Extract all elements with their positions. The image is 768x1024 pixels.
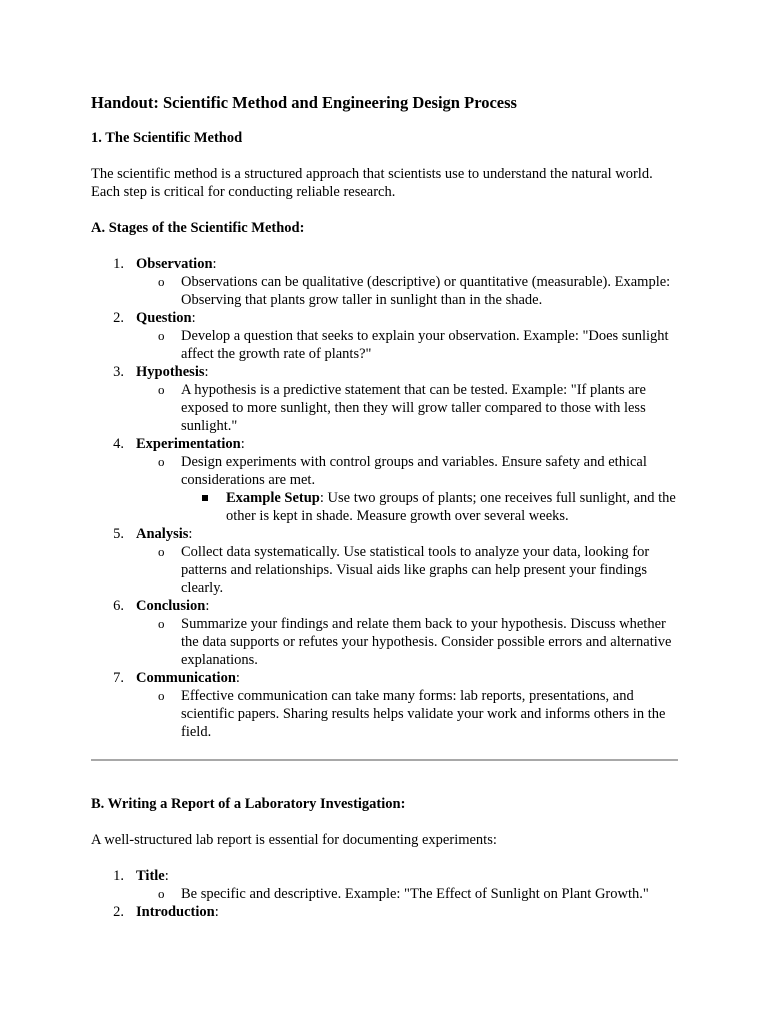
step-term: Title: [136, 868, 165, 884]
colon: :: [204, 364, 209, 380]
sub-list: [136, 687, 681, 741]
sub-item-text: Be specific and descriptive. Example: "The Effect of Sunlight on Plant Growth.": [181, 886, 649, 902]
sub-list: [136, 327, 681, 363]
circle-bullet-icon: o: [158, 274, 165, 289]
sub-list-item: [136, 687, 681, 741]
list-number: 3.: [113, 364, 124, 380]
step-term: Introduction: [136, 904, 215, 920]
colon: :: [188, 526, 193, 542]
circle-bullet-icon: o: [158, 328, 165, 343]
circle-bullet-icon: o: [158, 688, 165, 703]
list-item: [91, 525, 681, 597]
lab-report-intro: A well-structured lab report is essential for documenting experiments:: [91, 832, 497, 848]
sub-list-item: [136, 381, 681, 435]
example-setup-term: Example Setup: [226, 490, 320, 506]
sub-list-item: [136, 885, 681, 903]
circle-bullet-icon: o: [158, 616, 165, 631]
list-item: [91, 255, 681, 309]
step-term: Hypothesis: [136, 364, 205, 380]
list-number: 1.: [113, 868, 124, 884]
colon: :: [214, 904, 219, 920]
list-item: [91, 363, 681, 435]
square-bullet-icon: [202, 495, 208, 501]
sub-list: [136, 453, 681, 525]
stages-list: [91, 255, 681, 741]
stages-heading: A. Stages of the Scientific Method:: [91, 220, 305, 236]
sub-list: [136, 543, 681, 597]
handout-title: Handout: Scientific Method and Engineering Design Process: [91, 93, 517, 112]
list-item: [91, 435, 681, 525]
section-intro-paragraph: The scientific method is a structured approach that scientists use to understand the natural world. Each step is critical for conducting reliable research.: [91, 166, 653, 200]
step-term: Experimentation: [136, 436, 241, 452]
sub-item-text: Design experiments with control groups and variables. Ensure safety and ethical considerations are met.: [181, 454, 647, 488]
sub-item-text: Observations can be qualitative (descriptive) or quantitative (measurable). Example: Observing that plants grow taller in sunlight than in the shade.: [181, 274, 671, 308]
sub-list-item: [136, 327, 681, 363]
list-number: 5.: [113, 526, 124, 542]
circle-bullet-icon: o: [158, 886, 165, 901]
sub-list: [136, 615, 681, 669]
lab-report-list: [91, 867, 681, 921]
list-item: [91, 669, 681, 741]
colon: :: [164, 868, 169, 884]
sub-list: [136, 381, 681, 435]
step-term: Analysis: [136, 526, 189, 542]
sub-list-item: [136, 453, 681, 525]
step-term: Question: [136, 310, 192, 326]
list-item: [91, 309, 681, 363]
list-item: [91, 597, 681, 669]
sub-sub-list-item: [181, 489, 681, 525]
circle-bullet-icon: o: [158, 382, 165, 397]
list-number: 7.: [113, 670, 124, 686]
sub-list-item: [136, 273, 681, 309]
colon: :: [205, 598, 210, 614]
step-term: Observation: [136, 256, 213, 272]
list-number: 1.: [113, 256, 124, 272]
colon: :: [212, 256, 217, 272]
sub-item-text: A hypothesis is a predictive statement that can be tested. Example: "If plants are exposed to more sunlight, then they will grow taller compared to those with less sunlight.": [181, 382, 646, 434]
list-number: 2.: [113, 904, 124, 920]
list-number: 2.: [113, 310, 124, 326]
list-number: 4.: [113, 436, 124, 452]
sub-list-item: [136, 543, 681, 597]
sub-item-text: Develop a question that seeks to explain your observation. Example: "Does sunlight affect the growth rate of plants?": [181, 328, 669, 362]
horizontal-divider: [91, 759, 678, 761]
list-number: 6.: [113, 598, 124, 614]
sub-sub-list: [181, 489, 681, 525]
sub-item-text: Collect data systematically. Use statistical tools to analyze your data, looking for patterns and relationships. Visual aids like graphs can help present your findings clearly.: [181, 544, 650, 596]
colon: :: [240, 436, 245, 452]
sub-item-text: Effective communication can take many forms: lab reports, presentations, and scientific papers. Sharing results helps validate your work and informs others in the field.: [181, 688, 666, 740]
sub-list-item: [136, 615, 681, 669]
circle-bullet-icon: o: [158, 454, 165, 469]
sub-item-text: Summarize your findings and relate them back to your hypothesis. Discuss whether the data supports or refutes your hypothesis. Consider possible errors and alternative explanations.: [181, 616, 672, 668]
list-item: [91, 867, 681, 903]
document-body: [91, 93, 681, 921]
colon: :: [191, 310, 196, 326]
section-heading-scientific-method: 1. The Scientific Method: [91, 130, 243, 146]
list-item: [91, 903, 681, 921]
circle-bullet-icon: o: [158, 544, 165, 559]
sub-list: [136, 885, 681, 903]
colon: :: [235, 670, 240, 686]
step-term: Conclusion: [136, 598, 206, 614]
sub-list: [136, 273, 681, 309]
lab-report-heading: B. Writing a Report of a Laboratory Investigation:: [91, 796, 406, 812]
step-term: Communication: [136, 670, 236, 686]
example-setup-text: : Use two groups of plants; one receives full sunlight, and the other is kept in shade. Measure growth over several weeks.: [226, 490, 676, 524]
